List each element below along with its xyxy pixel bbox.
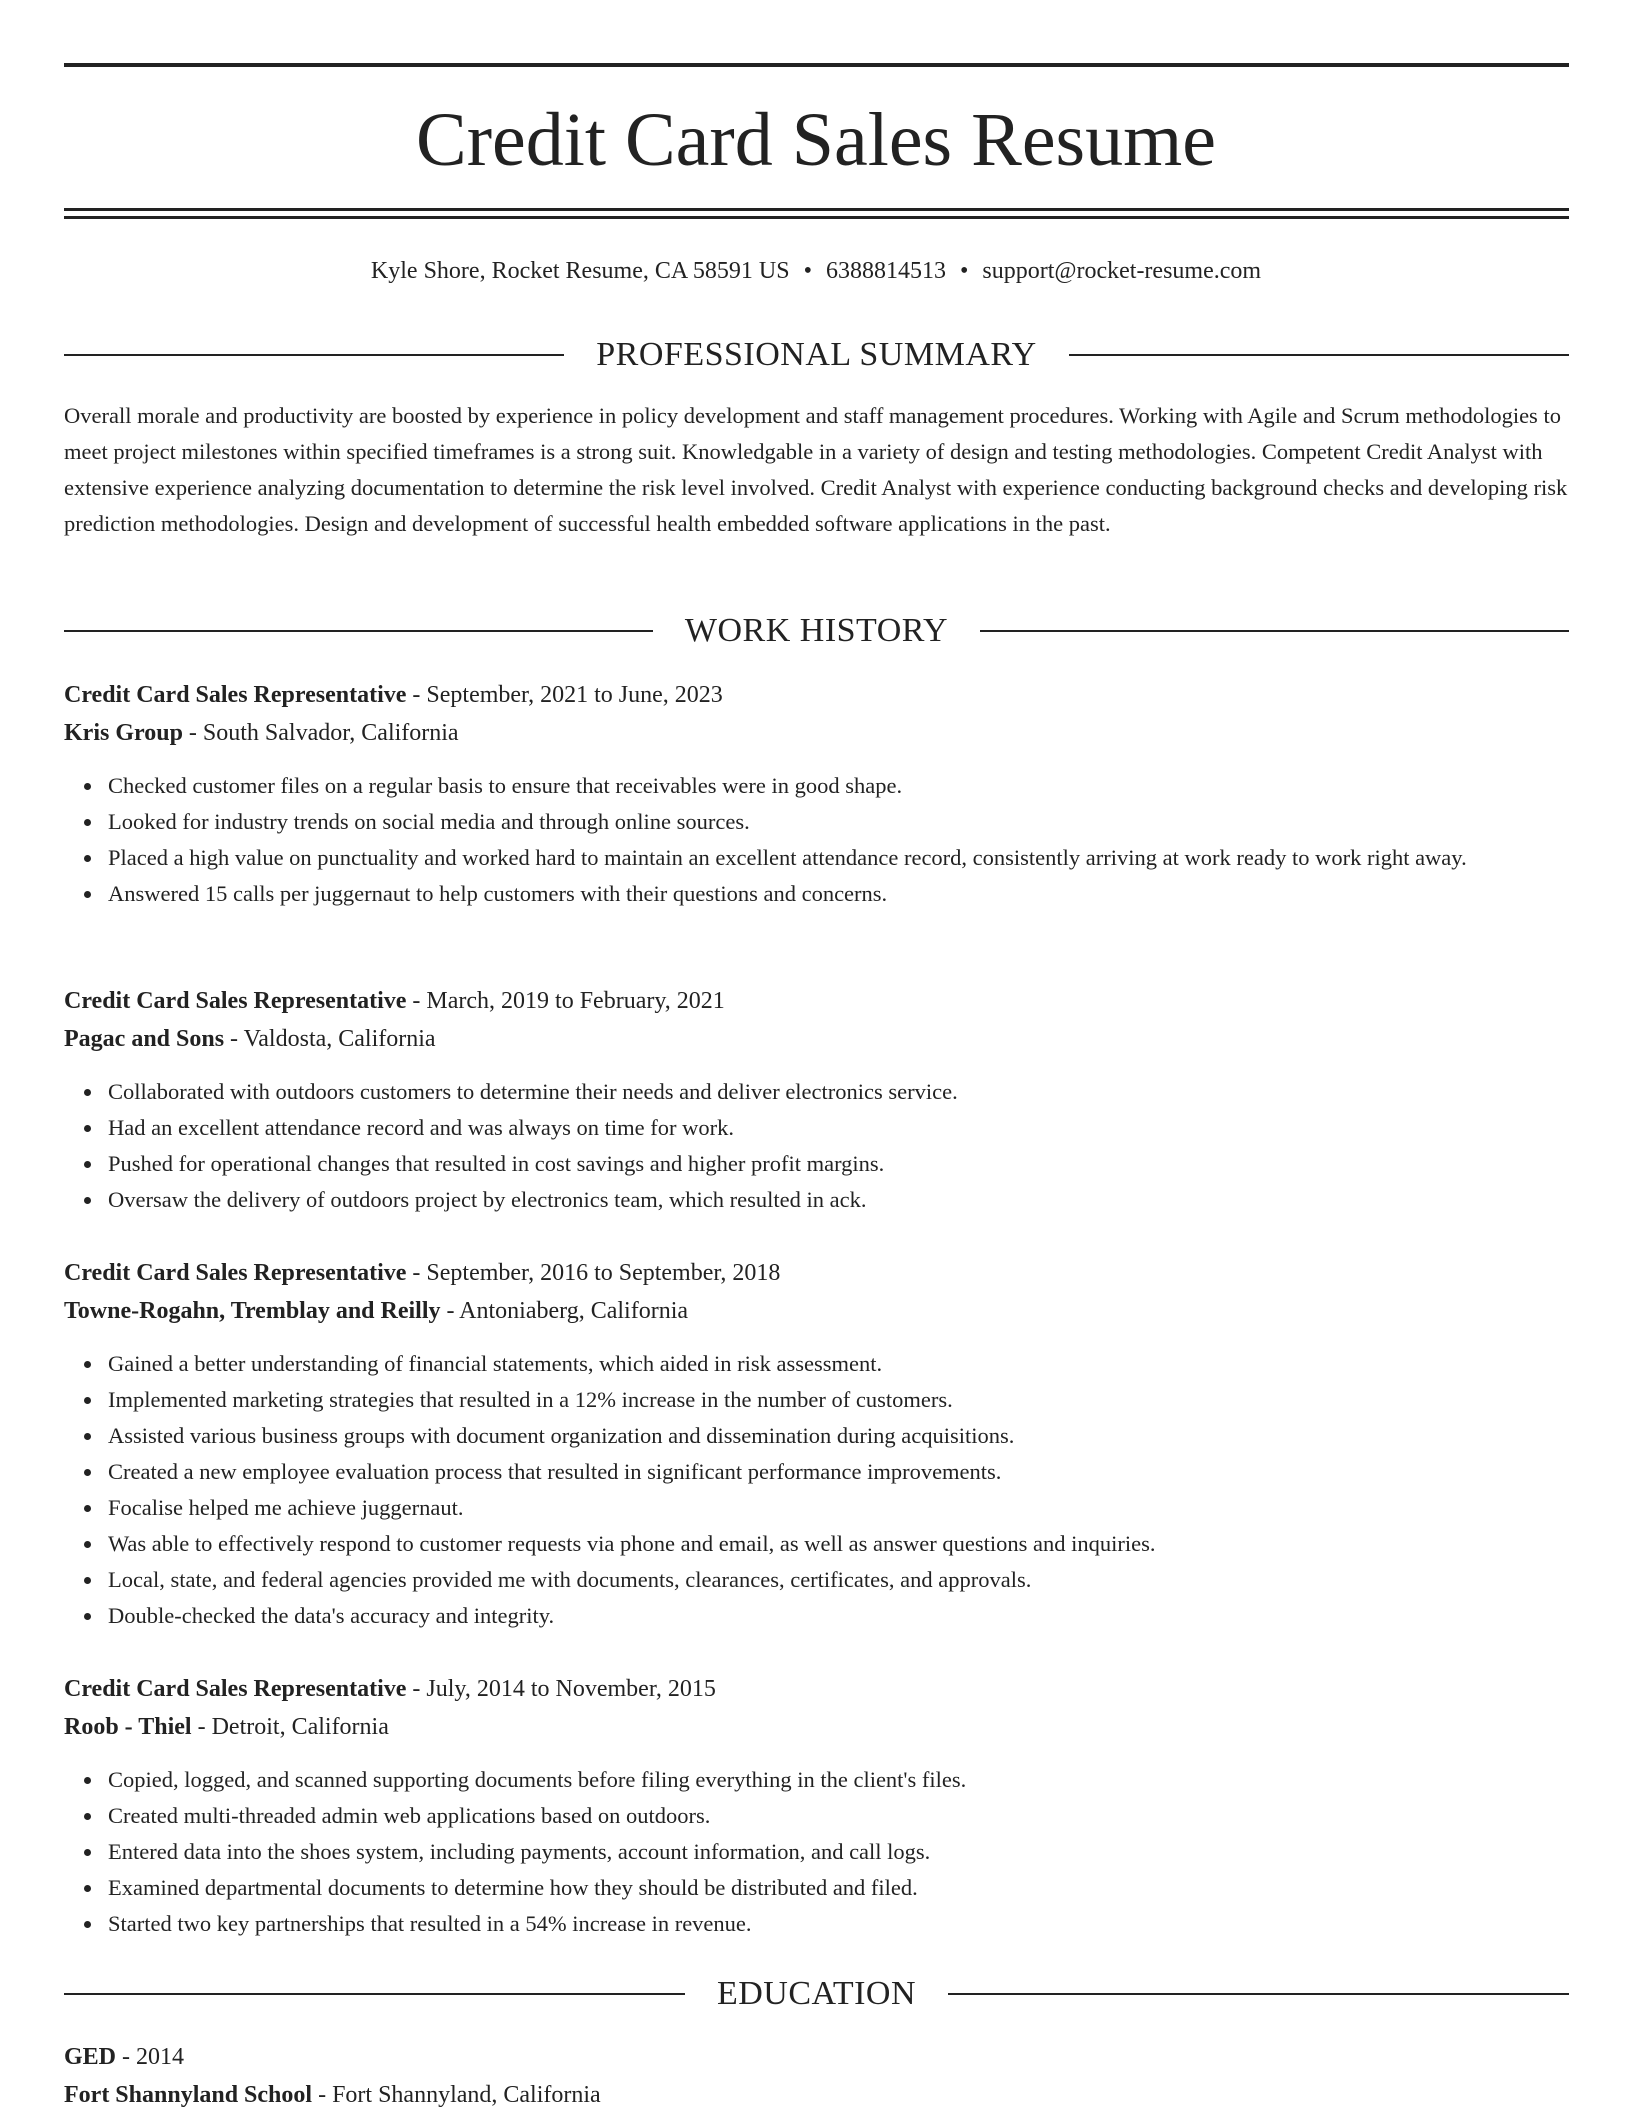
- job-company-line: [64, 1292, 1569, 1330]
- job-bullet: Examined departmental documents to determine how they should be distributed and filed.: [108, 1870, 1569, 1906]
- job-company: Roob - Thiel: [64, 1714, 192, 1740]
- education-year: - 2014: [116, 2044, 185, 2070]
- contact-line: [0, 254, 1632, 288]
- job-dates: - September, 2021 to June, 2023: [406, 682, 723, 708]
- contact-phone: 6388814513: [825, 258, 946, 284]
- education-location: - Fort Shannyland, California: [312, 2082, 601, 2108]
- heading-rule-right: [980, 630, 1569, 632]
- education-entry: [64, 2038, 1569, 2114]
- job-title-line: [64, 1670, 1569, 1708]
- job-bullet: Assisted various business groups with document organization and dissemination during acquisitions.: [108, 1418, 1569, 1454]
- education-section-heading: [64, 1972, 1569, 2016]
- job-bullet: Copied, logged, and scanned supporting documents before filing everything in the client's files.: [108, 1762, 1569, 1798]
- contact-separator: •: [959, 258, 969, 284]
- job-title: Credit Card Sales Representative: [64, 1260, 407, 1286]
- job-title-line: [64, 982, 1569, 1020]
- summary-heading: PROFESSIONAL SUMMARY: [596, 336, 1037, 373]
- job-entry: [64, 1670, 1569, 1942]
- education-school: Fort Shannyland School: [64, 2082, 313, 2108]
- job-bullet: Pushed for operational changes that resulted in cost savings and higher profit margins.: [108, 1146, 1569, 1182]
- job-bullet: Checked customer files on a regular basis to ensure that receivables were in good shape.: [108, 768, 1569, 804]
- contact-separator: •: [803, 258, 812, 284]
- job-location: - Antoniaberg, California: [440, 1298, 689, 1324]
- heading-rule-right: [1069, 354, 1569, 356]
- job-bullet: Was able to effectively respond to customer requests via phone and email, as well as answer questions and inquiries.: [108, 1526, 1569, 1562]
- job-title: Credit Card Sales Representative: [64, 1676, 407, 1702]
- job-title-line: [64, 1254, 1569, 1292]
- job-entry: [64, 676, 1569, 912]
- job-bullet: Double-checked the data's accuracy and integrity.: [108, 1598, 1569, 1634]
- job-bullet: Oversaw the delivery of outdoors project by electronics team, which resulted in ack.: [108, 1182, 1569, 1218]
- job-location: - Detroit, California: [191, 1714, 389, 1740]
- summary-section-heading: [64, 333, 1569, 377]
- job-bullet: Entered data into the shoes system, including payments, account information, and call logs.: [108, 1834, 1569, 1870]
- job-title-line: [64, 676, 1569, 714]
- heading-rule-left: [64, 1993, 685, 1995]
- job-title: Credit Card Sales Representative: [64, 682, 407, 708]
- heading-rule-left: [64, 354, 564, 356]
- job-bullet: Answered 15 calls per juggernaut to help customers with their questions and concerns.: [108, 876, 1569, 912]
- job-bullet: Looked for industry trends on social media and through online sources.: [108, 804, 1569, 840]
- job-location: - Valdosta, California: [224, 1026, 436, 1052]
- job-dates: - March, 2019 to February, 2021: [406, 988, 725, 1014]
- job-entry: [64, 1254, 1569, 1634]
- job-bullet: Created a new employee evaluation process that resulted in significant performance improvements.: [108, 1454, 1569, 1490]
- job-company: Pagac and Sons: [64, 1026, 225, 1052]
- job-entry: [64, 982, 1569, 1218]
- heading-rule-right: [948, 1993, 1569, 1995]
- job-bullets: [64, 1762, 1569, 1942]
- job-dates: - September, 2016 to September, 2018: [406, 1260, 781, 1286]
- job-title: Credit Card Sales Representative: [64, 988, 407, 1014]
- job-bullets: [64, 768, 1569, 912]
- job-company: Towne-Rogahn, Tremblay and Reilly: [64, 1298, 441, 1324]
- education-degree: GED: [64, 2044, 117, 2070]
- work-section-heading: [64, 609, 1569, 653]
- education-heading: EDUCATION: [716, 1975, 917, 2012]
- header-bottom-rule-2: [64, 216, 1569, 219]
- job-bullet: Created multi-threaded admin web applications based on outdoors.: [108, 1798, 1569, 1834]
- job-bullet: Collaborated with outdoors customers to determine their needs and deliver electronics service.: [108, 1074, 1569, 1110]
- job-company-line: [64, 1020, 1569, 1058]
- job-bullet: Focalise helped me achieve juggernaut.: [108, 1490, 1569, 1526]
- header-bottom-rule: [64, 208, 1569, 211]
- job-location: - South Salvador, California: [182, 720, 459, 746]
- heading-rule-left: [64, 630, 653, 632]
- job-company-line: [64, 1708, 1569, 1746]
- job-bullets: [64, 1074, 1569, 1218]
- page-title: Credit Card Sales Resume: [416, 98, 1216, 182]
- contact-email: support@rocket-resume.com: [982, 258, 1262, 284]
- header-top-rule: [64, 63, 1569, 67]
- work-heading: WORK HISTORY: [684, 612, 949, 649]
- job-dates: - July, 2014 to November, 2015: [406, 1676, 716, 1702]
- job-bullet: Started two key partnerships that resulted in a 54% increase in revenue.: [108, 1906, 1569, 1942]
- job-bullets: [64, 1346, 1569, 1634]
- contact-address: Kyle Shore, Rocket Resume, CA 58591 US: [370, 258, 790, 284]
- job-bullet: Had an excellent attendance record and was always on time for work.: [108, 1110, 1569, 1146]
- summary-text: Overall morale and productivity are boosted by experience in policy development and staff management procedures. Working with Agile and Scrum methodologies to meet project milestones within specified timeframes is a strong suit. Knowledgable in a variety of design and testing methodologies. Competent Credit Analyst with extensive experience analyzing documentation to determine the risk level involved. Credit Analyst with experience conducting background checks and developing risk prediction methodologies. Design and development of successful health embedded software applications in the past.: [64, 403, 1568, 536]
- job-bullet: Placed a high value on punctuality and worked hard to maintain an excellent attendance record, consistently arriving at work ready to work right away.: [108, 840, 1569, 876]
- job-company: Kris Group: [64, 720, 183, 746]
- education-degree-line: [64, 2038, 1569, 2076]
- job-bullet: Gained a better understanding of financial statements, which aided in risk assessment.: [108, 1346, 1569, 1382]
- job-company-line: [64, 714, 1569, 752]
- education-school-line: [64, 2076, 1569, 2114]
- job-bullet: Implemented marketing strategies that resulted in a 12% increase in the number of customers.: [108, 1382, 1569, 1418]
- job-bullet: Local, state, and federal agencies provided me with documents, clearances, certificates, and approvals.: [108, 1562, 1569, 1598]
